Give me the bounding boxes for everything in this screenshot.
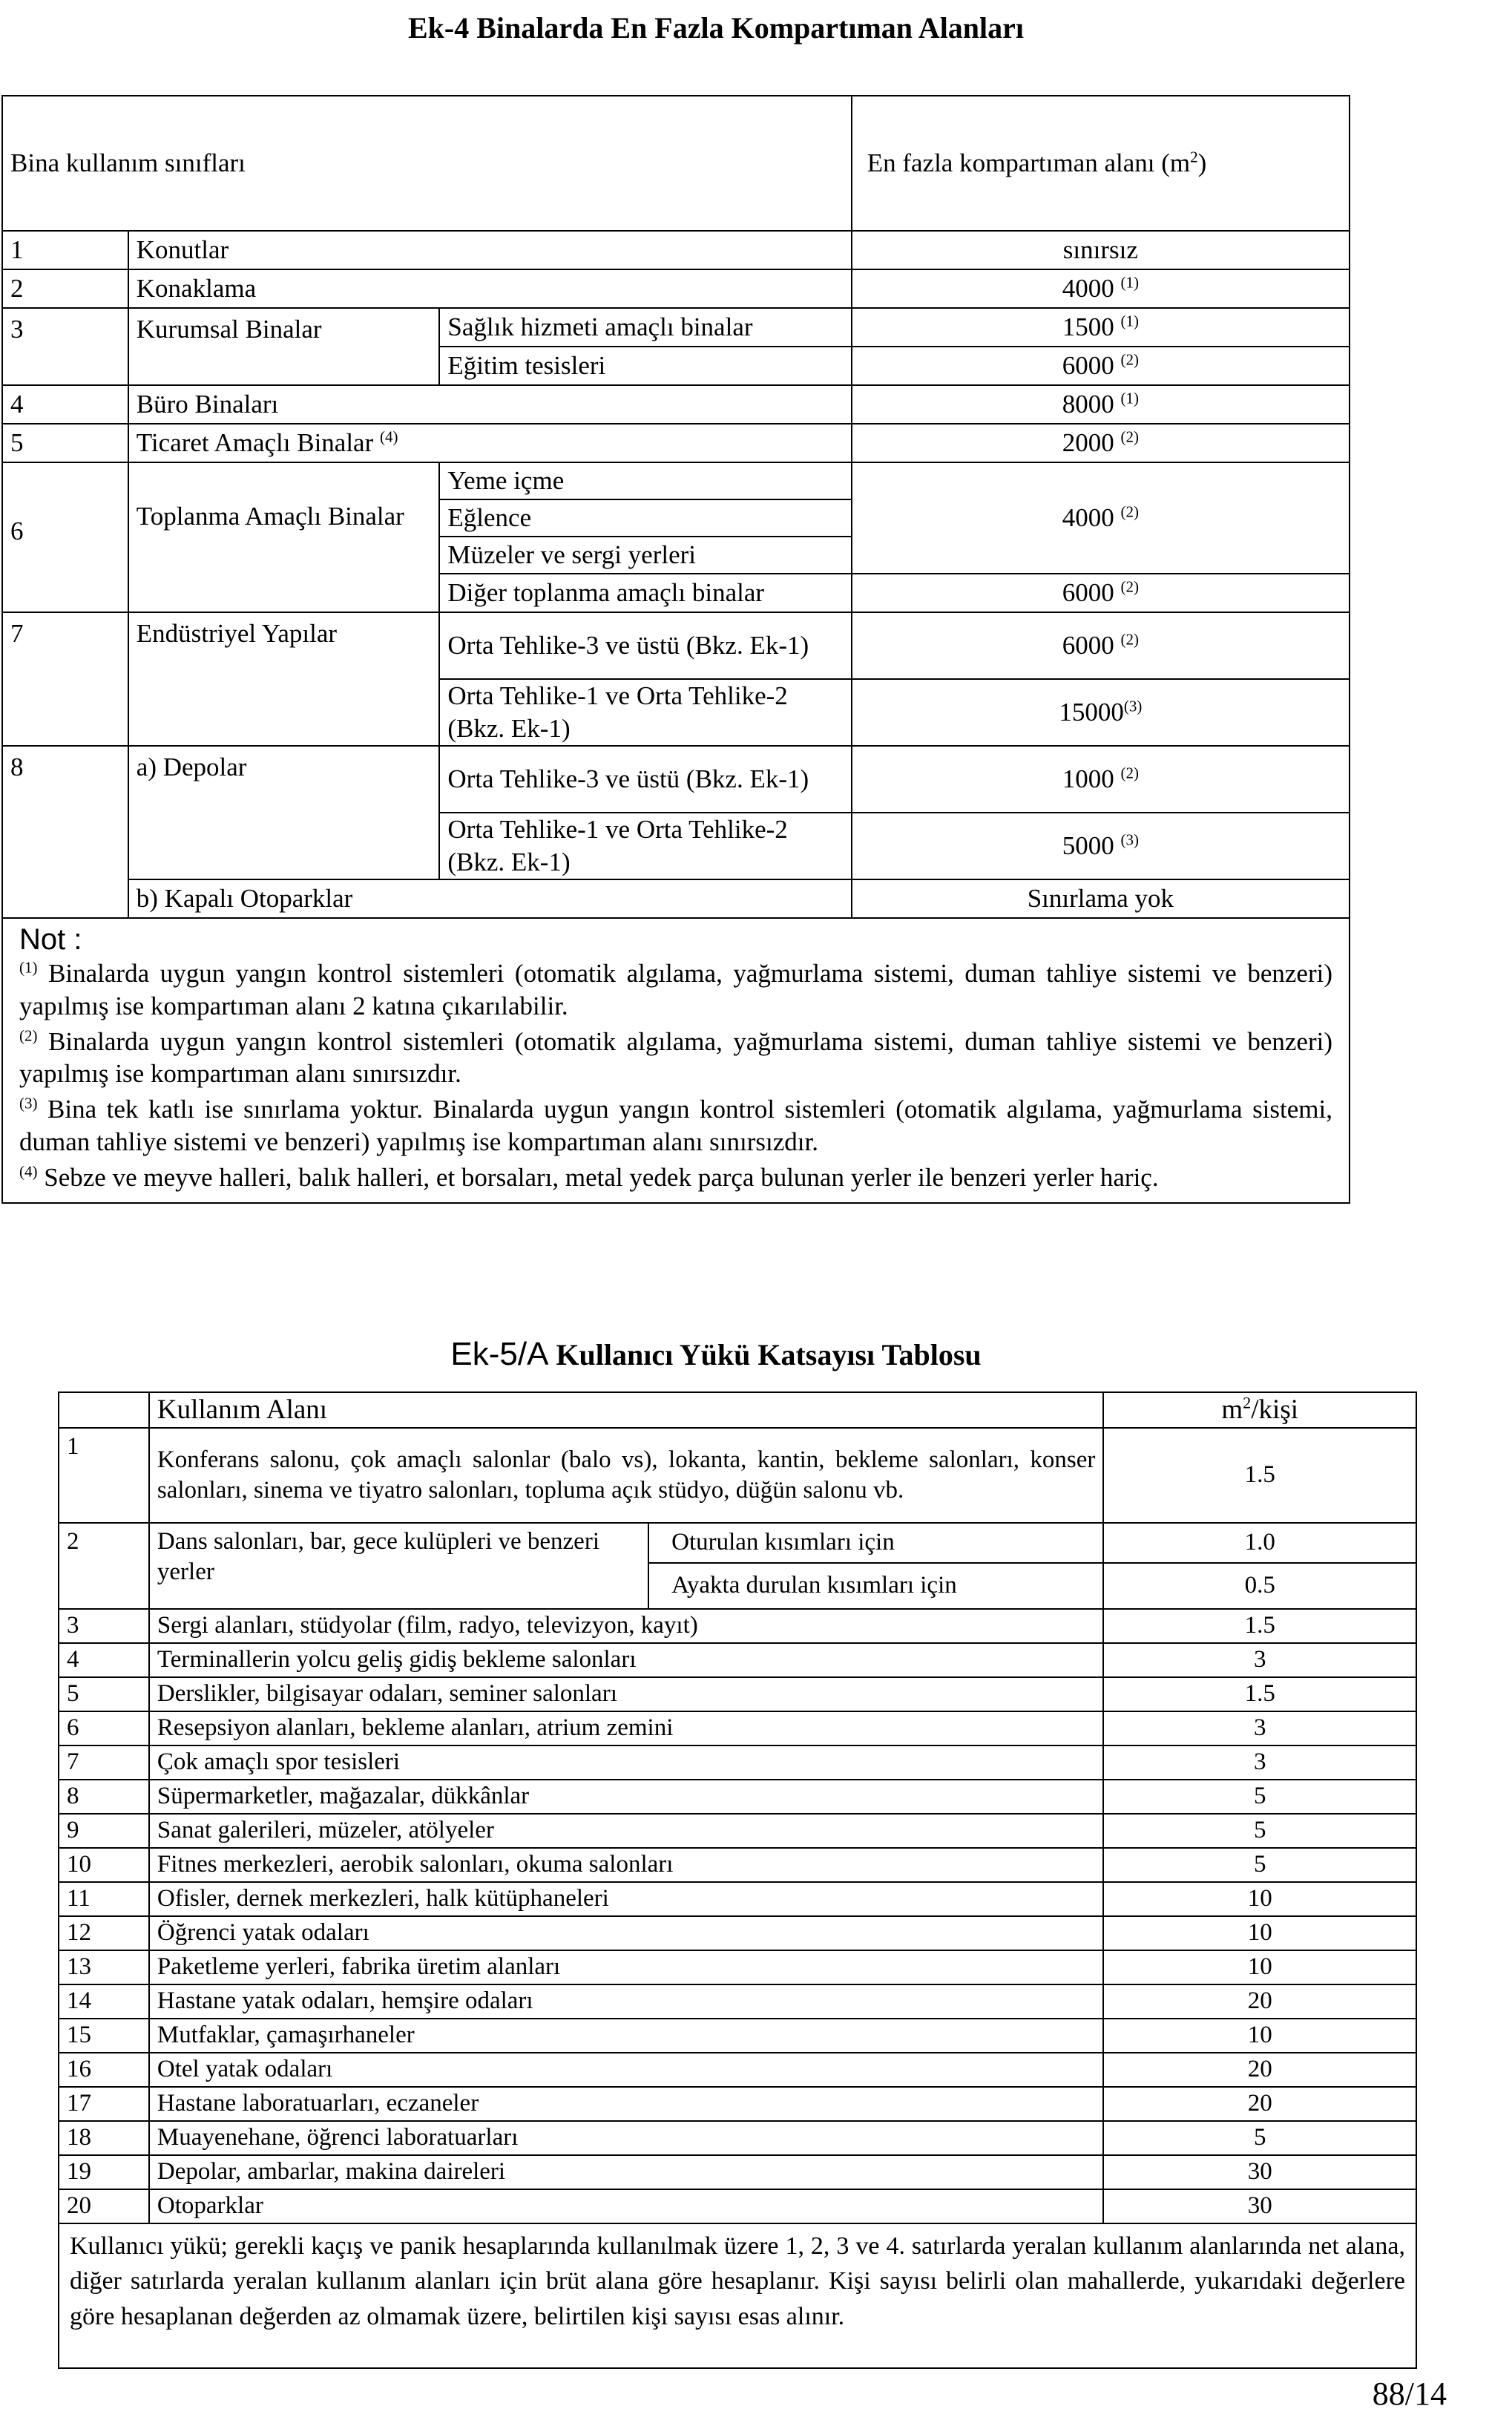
- table-row: Diğer toplanma amaçlı binalar 6000 $^{(2)}$: [2, 574, 1350, 612]
- ek4-header-left: Bina kullanım sınıfları: [2, 96, 852, 231]
- table-row: 6 Resepsiyon alanları, bekleme alanları, atrium zemini 3: [59, 1711, 1416, 1745]
- table-row: 6 Toplanma Amaçlı Binalar Yeme içme Eğlence Müzeler ve sergi yerleri 4000 $^{(2)}$: [2, 462, 1350, 574]
- table-row: 9 Sanat galerileri, müzeler, atölyeler 5: [59, 1814, 1416, 1848]
- table-row: 3 Kurumsal Binalar Sağlık hizmeti amaçlı binalar 1500 $^{(1)}$: [2, 308, 1350, 347]
- table-row: 5 Ticaret Amaçlı Binalar $^{(4)}$ 2000 $^{(2)}$: [2, 424, 1350, 462]
- table-row: 1 Konferans salonu, çok amaçlı salonlar (balo vs), lokanta, kantin, bekleme salonları, konser salonları, sinema ve tiyatro salonları, topluma açık stüdyo, düğün salonu vb. 1.5: [59, 1428, 1416, 1523]
- ek5a-footnote-row: [59, 2223, 1416, 2368]
- notes-title: Not :: [19, 923, 82, 956]
- ek5a-header-row: [59, 1392, 1416, 1428]
- header-area: Kullanım Alanı: [149, 1392, 1104, 1428]
- ek4-table: [1, 95, 1350, 1204]
- ek4-header-right: En fazla kompartıman alanı $(m^2)$: [852, 96, 1350, 231]
- header-unit: $m^2$/kişi: [1103, 1392, 1416, 1428]
- ek4-title: Ek-4 Binalarda En Fazla Kompartıman Alanları: [407, 11, 1025, 45]
- table-row: 17 Hastane laboratuarları, eczaneler 20: [59, 2087, 1416, 2121]
- table-row: b) Kapalı Otoparklar Sınırlama yok: [2, 879, 1350, 918]
- table-row: 20 Otoparklar 30: [59, 2189, 1416, 2223]
- table-row: 18 Muayenehane, öğrenci laboratuarları 5: [59, 2121, 1416, 2155]
- table-row: 19 Depolar, ambarlar, makina daireleri 30: [59, 2155, 1416, 2189]
- table-row: 14 Hastane yatak odaları, hemşire odaları 20: [59, 1984, 1416, 2019]
- table-row: 3 Sergi alanları, stüdyolar (film, radyo, televizyon, kayıt) 1.5: [59, 1609, 1416, 1643]
- table-row: Orta Tehlike-1 ve Orta Tehlike-2 (Bkz. Ek-1) 5000 $^{(3)}$: [2, 813, 1350, 879]
- note-3: $^{(3)}$ Bina tek katlı ise sınırlama yoktur. Binalarda uygun yangın kontrol sistemleri (otomatik algılama, yağmurlama sistemi, duman tahliye sistemi ve benzeri) yapılmış ise kompartıman alanı sınırsızdır.: [19, 1094, 1332, 1156]
- table-row: 13 Paketleme yerleri, fabrika üretim alanları 10: [59, 1950, 1416, 1984]
- table-row: 2 Dans salonları, bar, gece kulüpleri ve benzeri yerler Oturulan kısımları için 1.0: [59, 1523, 1416, 1563]
- table-row: 11 Ofisler, dernek merkezleri, halk kütüphaneleri 10: [59, 1882, 1416, 1916]
- ek4-notes: [2, 918, 1350, 1203]
- table-row: 4 Terminallerin yolcu geliş gidiş bekleme salonları 3: [59, 1643, 1416, 1677]
- table-row: 10 Fitnes merkezleri, aerobik salonları, okuma salonları 5: [59, 1848, 1416, 1882]
- ek4-header-row: [2, 96, 1350, 231]
- table-row: Ayakta durulan kısımları için 0.5: [59, 1563, 1416, 1609]
- page-number: 88/14: [1372, 2376, 1447, 2412]
- table-row: 12 Öğrenci yatak odaları 10: [59, 1916, 1416, 1950]
- note-2: $^{(2)}$ Binalarda uygun yangın kontrol sistemleri (otomatik algılama, yağmurlama sistemi, duman tahliye sistemi ve benzeri) yapılmış ise kompartıman alanı sınırsızdır.: [19, 1026, 1332, 1089]
- table-row: 1 Konutlar sınırsız: [2, 231, 1350, 269]
- ek5a-footnote: Kullanıcı yükü; gerekli kaçış ve panik hesaplarında kullanılmak üzere 1, 2, 3 ve 4. satırlarda yeralan kullanım alanlarında net alana, diğer satırlarda yeralan kullanım alanları için brüt alana göre hesaplanır. Kişi sayısı belirli olan mahallerde, yukarıdaki değerlere göre hesaplanan değerden az olmamak üzere, belirtilen kişi sayısı esas alınır.: [59, 2223, 1416, 2368]
- table-row: 2 Konaklama 4000 $^{(1)}$: [2, 269, 1350, 308]
- table-row: 5 Derslikler, bilgisayar odaları, seminer salonları 1.5: [59, 1677, 1416, 1711]
- table-row: 15 Mutfaklar, çamaşırhaneler 10: [59, 2019, 1416, 2053]
- table-row: 16 Otel yatak odaları 20: [59, 2053, 1416, 2087]
- table-row: Eğitim tesisleri 6000 $^{(2)}$: [2, 347, 1350, 385]
- table-row: 7 Endüstriyel Yapılar Orta Tehlike-3 ve üstü (Bkz. Ek-1) 6000 $^{(2)}$: [2, 612, 1350, 679]
- table-row: 8 a) Depolar Orta Tehlike-3 ve üstü (Bkz. Ek-1) 1000 $^{(2)}$: [2, 746, 1350, 813]
- table-row: 4 Büro Binaları 8000 $^{(1)}$: [2, 385, 1350, 424]
- note-4: $^{(4)}$ Sebze ve meyve halleri, balık halleri, et borsaları, metal yedek parça bulunan yerler ile benzeri yerler hariç.: [19, 1161, 1159, 1192]
- ek5a-table: [58, 1391, 1417, 2369]
- table-row: 7 Çok amaçlı spor tesisleri 3: [59, 1745, 1416, 1780]
- ek5a-title: Ek-5/A Kullanıcı Yükü Katsayısı Tablosu: [450, 1336, 982, 1372]
- table-row: Orta Tehlike-1 ve Orta Tehlike-2 (Bkz. Ek-1) 15000$^{(3)}$: [2, 679, 1350, 746]
- table-row: 8 Süpermarketler, mağazalar, dükkânlar 5: [59, 1780, 1416, 1814]
- note-1: $^{(1)}$ Binalarda uygun yangın kontrol sistemleri (otomatik algılama, yağmurlama sistemi, duman tahliye sistemi ve benzeri) yapılmış ise kompartıman alanı 2 katına çıkarılabilir.: [19, 958, 1332, 1020]
